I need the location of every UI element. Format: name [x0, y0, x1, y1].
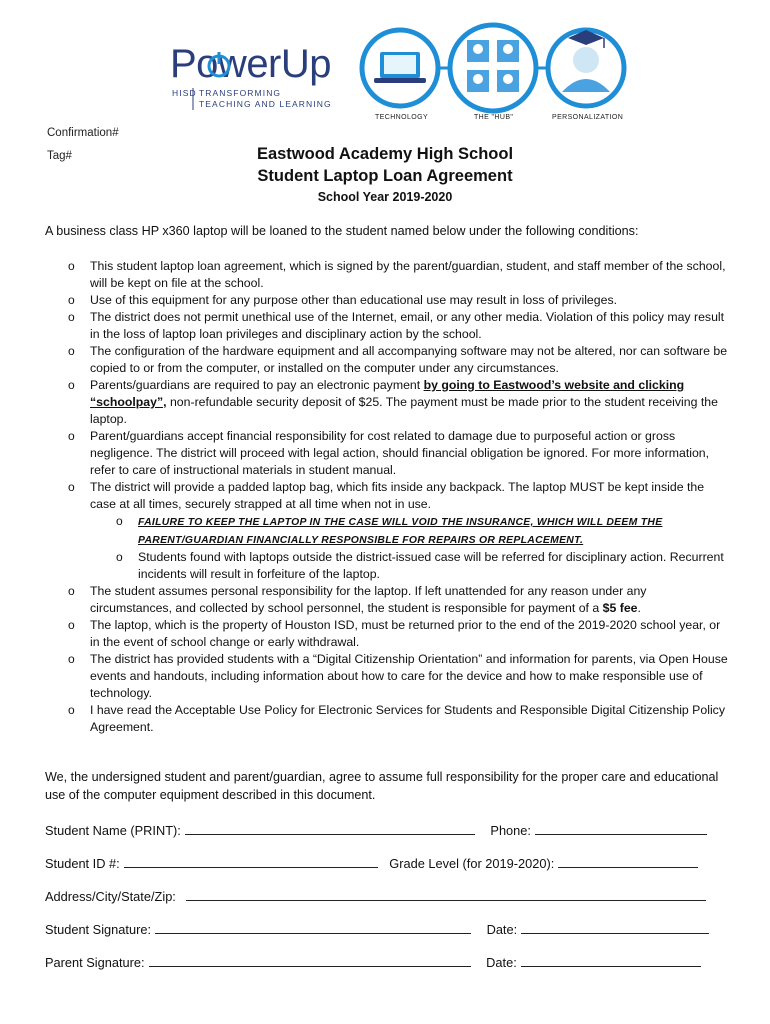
schoolpay-instruction: by going to Eastwood’s website and clicking “schoolpay”,	[90, 378, 685, 409]
caption-personalization: PERSONALIZATION	[552, 114, 624, 121]
logo-wordmark: PowerUp	[170, 42, 332, 86]
address-field[interactable]	[186, 888, 706, 901]
student-name-field[interactable]	[185, 822, 475, 835]
fee-amount: $5 fee	[602, 601, 638, 615]
student-date-field[interactable]	[521, 921, 709, 934]
list-item: o Students found with laptops outside the district-issued case will be referred for disciplinary action. Recurrent incidents will result in forfeiture of the laptop.	[138, 549, 730, 583]
caption-technology: TECHNOLOGY	[375, 114, 429, 121]
student-id-label: Student ID #:	[45, 856, 120, 871]
list-item: o The district has provided students with a “Digital Citizenship Orientation” and information for parents, via Open House events and handouts, including information about how to care for the device and how to make responsible use of technology.	[90, 651, 730, 702]
caption-hub: THE "HUB"	[474, 114, 514, 121]
intro-text: A business class HP x360 laptop will be loaned to the student named below under the following conditions:	[45, 224, 639, 238]
header-graphics	[0, 0, 770, 130]
address-row	[45, 888, 706, 904]
page-header	[0, 0, 770, 130]
hub-icon	[450, 25, 536, 111]
list-item: o The district will provide a padded laptop bag, which fits inside any backpack. The laptop MUST be kept inside the case at all times, securely strapped at all time when not in use. o FAILURE TO KEEP THE LAPTOP IN THE CASE WILL VOID THE INSURANCE, WHICH WILL DEEM THE PARENT/GUARDIAN FINANCIALLY RESPONSIBLE FOR REPAIRS OR REPLACEMENT. o Students found with laptops outside the district-issued case will be referred for disciplinary action. Recurrent incidents will result in forfeiture of the laptop.	[90, 479, 730, 583]
school-title: Eastwood Academy High School	[256, 145, 514, 163]
address-label: Address/City/State/Zip:	[45, 889, 176, 904]
student-signature-field[interactable]	[155, 921, 471, 934]
logo-tagline-1: TRANSFORMING	[199, 88, 282, 98]
student-signature-label: Student Signature:	[45, 922, 152, 937]
phone-field[interactable]	[535, 822, 707, 835]
list-item: o This student laptop loan agreement, which is signed by the parent/guardian, student, and staff member of the school, will be kept on file at the school.	[90, 258, 730, 292]
parent-date-field[interactable]	[521, 954, 701, 967]
confirmation-label: Confirmation#	[47, 127, 119, 139]
student-id-row	[45, 855, 698, 871]
technology-icon	[362, 30, 438, 106]
parent-signature-field[interactable]	[149, 954, 471, 967]
list-item: o The district does not permit unethical use of the Internet, email, or any other media. Violation of this policy may result in the loss of laptop loan privileges and disciplinary action by the school.	[90, 309, 730, 343]
date-label: Date:	[486, 955, 517, 970]
student-signature-row	[45, 921, 709, 937]
list-item: o The configuration of the hardware equipment and all accompanying software may not be altered, nor can software be copied to or from the computer, or installed on the computer under any circumstances.	[90, 343, 730, 377]
tag-label: Tag#	[47, 150, 72, 162]
grade-level-field[interactable]	[558, 855, 698, 868]
school-year: School Year 2019-2020	[317, 190, 453, 204]
list-item: o Parents/guardians are required to pay an electronic payment by going to Eastwood’s website and clicking “schoolpay”, non-refundable security deposit of $25. The payment must be made prior to the student receiving the laptop.	[90, 377, 730, 428]
list-item: o Parent/guardians accept financial responsibility for cost related to damage due to purposeful action or gross negligence. The district will proceed with legal action, should financial obligation be ignored. For more information, refer to care of instructional materials in student manual.	[90, 428, 730, 479]
date-label: Date:	[486, 922, 518, 937]
personalization-icon	[548, 30, 624, 106]
list-item: o I have read the Acceptable Use Policy for Electronic Services for Students and Responsible Digital Citizenship Policy Agreement.	[90, 702, 730, 736]
logo-isd: HISD	[172, 88, 197, 98]
list-item: o Use of this equipment for any purpose other than educational use may result in loss of privileges.	[90, 292, 730, 309]
parent-signature-row	[45, 954, 701, 970]
student-name-label: Student Name (PRINT):	[45, 823, 181, 838]
closing-statement: We, the undersigned student and parent/guardian, agree to assume full responsibility for the proper care and educational use of the computer equipment described in this document.	[45, 770, 719, 802]
agreement-title: Student Laptop Loan Agreement	[257, 167, 513, 185]
phone-label: Phone:	[490, 823, 531, 838]
logo-tagline-2: TEACHING AND LEARNING	[199, 99, 332, 109]
student-id-field[interactable]	[124, 855, 378, 868]
list-item	[138, 513, 730, 549]
case-sublist	[90, 513, 730, 583]
insurance-warning: FAILURE TO KEEP THE LAPTOP IN THE CASE WILL VOID THE INSURANCE, WHICH WILL DEEM THE PARENT/GUARDIAN FINANCIALLY RESPONSIBLE FOR REPAIRS OR REPLACEMENT.	[138, 517, 663, 546]
power-icon	[209, 52, 229, 76]
conditions-list	[90, 258, 730, 736]
student-name-row	[45, 822, 707, 838]
list-item: o The laptop, which is the property of Houston ISD, must be returned prior to the end of the 2019-2020 school year, or in the event of school change or early withdrawal.	[90, 617, 730, 651]
list-item: o The student assumes personal responsibility for the laptop. If left unattended for any reason under any circumstances, and collected by school personnel, the student is responsible for payment of a $5 fee.	[90, 583, 730, 617]
grade-level-label: Grade Level (for 2019-2020):	[389, 856, 555, 871]
parent-signature-label: Parent Signature:	[45, 955, 145, 970]
